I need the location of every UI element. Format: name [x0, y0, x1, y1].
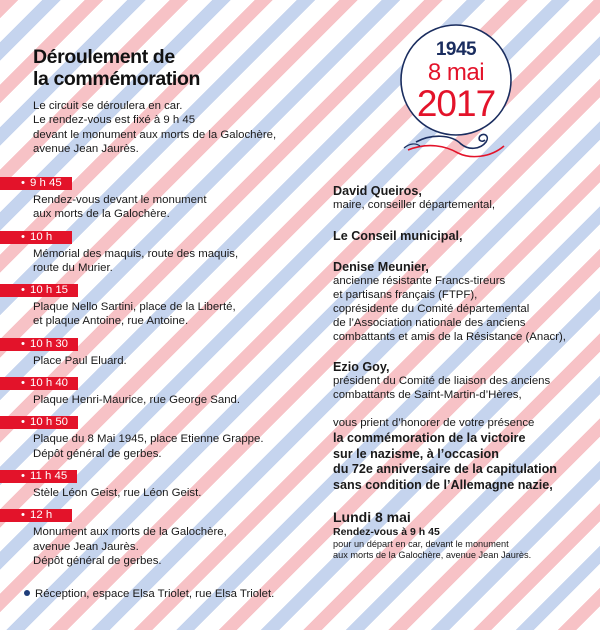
step-description: [0, 525, 320, 568]
step-description: [0, 247, 320, 276]
step-line: Rendez-vous devant le monument: [33, 194, 207, 206]
signatory-role-line: combattants de Saint-Martin-d’Hères,: [333, 389, 522, 402]
invitation-intro-text: vous prient d’honorer de votre présence: [333, 417, 535, 430]
highlight-line: sur le nazisme, à l’occasion: [333, 446, 499, 461]
schedule-item: [0, 280, 320, 329]
schedule-item: [0, 173, 320, 222]
signatory-conseil: [333, 229, 595, 244]
highlight-line: sans condition de l’Allemagne nazie,: [333, 477, 553, 492]
signatory-role-line: combattants et amis de la Résistance (Anacr),: [333, 330, 566, 343]
signatory-queiros: [333, 184, 595, 213]
time-badge: • 10 h 15: [0, 284, 78, 297]
signatory-role-line: et partisans français (FTPF),: [333, 288, 478, 301]
schedule: [0, 173, 320, 573]
event-detail-line: pour un départ en car, devant le monument: [333, 538, 509, 549]
step-line: avenue Jean Jaurès.: [33, 540, 139, 553]
reception-note: [24, 587, 274, 601]
title-line: Déroulement de: [33, 46, 175, 68]
signatory-role-line: président du Comité de liaison des anciens: [333, 375, 551, 388]
schedule-item: [0, 334, 320, 368]
event-info: [333, 509, 595, 539]
intro-line: avenue Jean Jaurès.: [33, 142, 139, 155]
schedule-item: [0, 412, 320, 461]
time-badge: • 9 h 45: [0, 177, 72, 190]
bullet-icon: [24, 590, 30, 596]
event-detail-line: aux morts de la Galochère, avenue Jean Jaurès.: [333, 549, 532, 560]
time-badge: • 11 h 45: [0, 470, 77, 483]
time-badge: • 10 h: [0, 231, 72, 244]
step-description: [0, 300, 320, 329]
step-description: [0, 393, 320, 407]
schedule-item: [0, 227, 320, 276]
time-badge: • 10 h 40: [0, 377, 78, 390]
schedule-item: [0, 373, 320, 407]
step-description: [0, 354, 320, 368]
intro-line: Le rendez-vous est fixé à 9 h 45: [33, 114, 196, 127]
intro-text: [33, 99, 333, 156]
signatory-goy: [333, 360, 595, 403]
page-title: [33, 46, 200, 90]
step-line: Monument aux morts de la Galochère,: [33, 526, 227, 539]
step-line: route du Murier.: [33, 261, 113, 274]
event-rdv: Rendez-vous à 9 h 45: [333, 526, 440, 539]
invitation-column: [333, 184, 595, 561]
step-line: Plaque Nello Sartini, place de la Liberté,: [33, 301, 236, 314]
signatory-name: Ezio Goy,: [333, 360, 390, 375]
signatory-meunier: [333, 260, 595, 345]
step-line: Dépôt général de gerbes.: [33, 554, 162, 567]
step-description: [0, 193, 320, 222]
step-line: Dépôt général de gerbes.: [33, 447, 162, 460]
step-description: [0, 486, 320, 500]
step-line: Stèle Léon Geist, rue Léon Geist.: [33, 486, 202, 499]
step-line: Plaque Henri-Maurice, rue George Sand.: [33, 394, 241, 407]
schedule-item: [0, 505, 320, 568]
schedule-item: [0, 466, 320, 500]
signatory-role-line: ancienne résistante Francs-tireurs: [333, 274, 506, 287]
logo-year-1945: 1945: [435, 39, 477, 60]
signatory-role-line: coprésidente du Comité départemental: [333, 302, 530, 315]
title-line: la commémoration: [33, 68, 200, 90]
step-line: Place Paul Eluard.: [33, 354, 127, 367]
intro-line: Le circuit se déroulera en car.: [33, 100, 183, 112]
logo-date: 8 mai: [427, 59, 485, 86]
step-line: Mémorial des maquis, route des maquis,: [33, 247, 239, 260]
intro-line: devant le monument aux morts de la Galochère,: [33, 128, 277, 141]
signatory-name: David Queiros,: [333, 184, 422, 198]
event-details: [333, 539, 595, 561]
invitation-intro: [333, 417, 595, 431]
highlight-line: du 72e anniversaire de la capitulation: [333, 462, 557, 477]
commemoration-logo: [386, 22, 526, 172]
step-line: Plaque du 8 Mai 1945, place Etienne Grappe.: [33, 433, 264, 446]
logo-year-2017: 2017: [416, 83, 496, 124]
highlight-line: la commémoration de la victoire: [333, 431, 526, 446]
step-description: [0, 432, 320, 461]
signatory-name: Le Conseil municipal,: [333, 228, 463, 243]
time-badge: • 12 h: [0, 509, 72, 522]
event-date: Lundi 8 mai: [333, 509, 411, 526]
signatory-role-line: de l’Association nationale des anciens: [333, 316, 526, 329]
step-line: aux morts de la Galochère.: [33, 208, 170, 221]
time-badge: • 10 h 50: [0, 416, 78, 429]
step-line: et plaque Antoine, rue Antoine.: [33, 315, 189, 328]
signatory-role: maire, conseiller départemental,: [333, 199, 496, 211]
invitation-highlight: [333, 431, 595, 493]
signatory-name: Denise Meunier,: [333, 259, 429, 274]
reception-text: Réception, espace Elsa Triolet, rue Elsa Triolet.: [35, 588, 275, 600]
time-badge: • 10 h 30: [0, 338, 78, 351]
